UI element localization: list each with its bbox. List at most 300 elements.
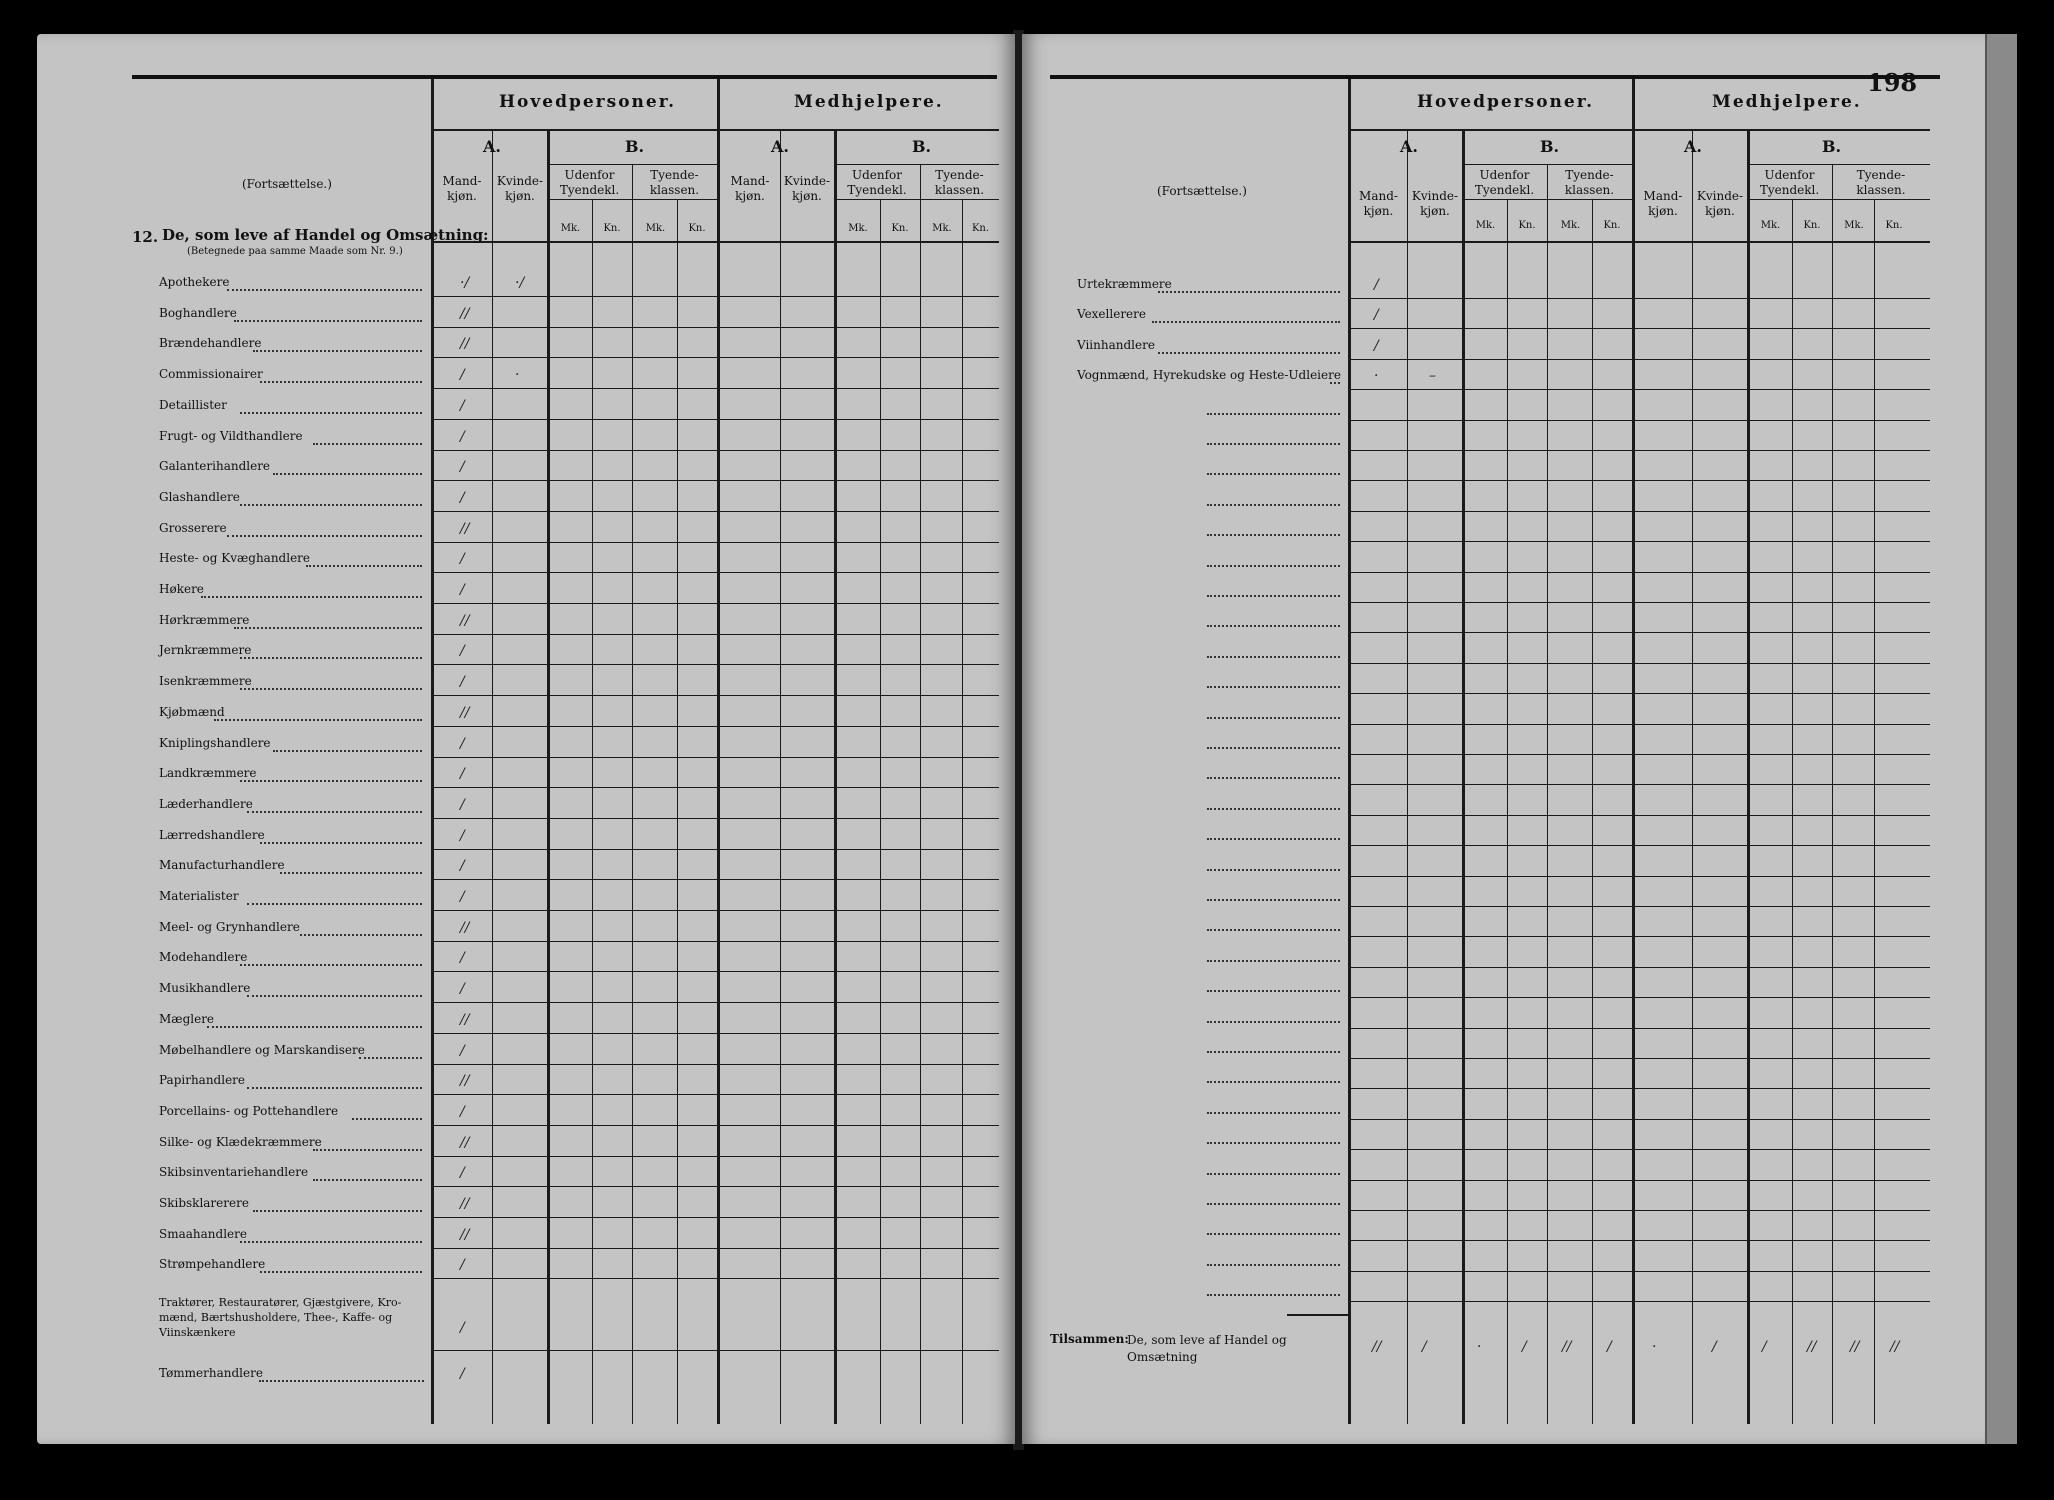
section-title: De, som leve af Handel og Omsætning: (162, 226, 489, 244)
header-rule (431, 241, 999, 243)
tally-mark: / (460, 950, 465, 967)
column-header-kn: Kn. (971, 223, 990, 234)
row-rule (431, 757, 999, 758)
row-label: Skibsklarerere (159, 1196, 249, 1210)
tally-mark: / (460, 827, 465, 844)
column-divider (632, 164, 633, 1424)
tally-mark: // (460, 1134, 470, 1151)
dot-leader (247, 995, 422, 997)
top-rule (132, 75, 997, 79)
tally-mark: // (1372, 1339, 1382, 1355)
tally-mark: / (460, 766, 465, 783)
column-header-kvindekjon: Kvinde- kjøn. (496, 174, 544, 203)
header-rule (1462, 164, 1632, 165)
row-rule (431, 357, 999, 358)
tally-mark: · (1374, 368, 1379, 385)
dot-leader (306, 565, 422, 567)
tally-mark: / (460, 1165, 465, 1182)
row-label: Smaahandlere (159, 1226, 247, 1241)
column-header-kvindekjon: Kvinde- kjøn. (1696, 189, 1744, 218)
subheader-a: A. (483, 137, 501, 156)
column-divider (547, 129, 550, 1424)
row-label: Jernkræmmere (159, 643, 252, 658)
column-header-mk: Mk. (1475, 220, 1496, 231)
total-rule (1287, 1314, 1349, 1316)
header-rule (547, 199, 717, 200)
row-rule (1348, 906, 1930, 907)
column-header-mk: Mk. (932, 223, 952, 234)
dot-leader (1207, 656, 1340, 658)
row-label: Urtekræmmere (1077, 277, 1172, 291)
row-rule (431, 1125, 999, 1126)
dot-leader (1207, 899, 1340, 901)
row-label: Høkere (159, 582, 204, 596)
column-header-kn: Kn. (1803, 220, 1821, 231)
row-rule (1348, 1240, 1930, 1241)
header-rule (1747, 164, 1930, 165)
dot-leader (201, 596, 422, 598)
row-label: Læderhandlere (159, 796, 253, 811)
row-rule (1348, 298, 1930, 299)
tally-mark: / (460, 1366, 465, 1383)
row-rule (1348, 420, 1930, 421)
subheader-b: B. (1822, 137, 1842, 156)
row-label: Meel- og Grynhandlere (159, 919, 300, 934)
dot-leader (240, 1241, 422, 1243)
tally-mark: / (460, 459, 465, 476)
column-header-mk: Mk. (1760, 220, 1781, 231)
dot-leader (1207, 686, 1340, 688)
row-label: Porcellains- og Pottehandlere (159, 1103, 339, 1118)
group-header-hovedpersoner: Hovedpersoner. (499, 92, 677, 112)
column-divider (431, 79, 434, 1424)
row-rule (1348, 1088, 1930, 1089)
row-label: Manufacturhandlere (159, 858, 285, 873)
dot-leader (234, 627, 422, 629)
column-header-tyendeklassen: Tyende- klassen. (934, 168, 985, 197)
dot-leader (247, 1087, 422, 1089)
row-rule (431, 818, 999, 819)
column-divider (920, 164, 921, 1424)
row-rule (431, 1350, 999, 1351)
tally-mark: // (460, 1226, 470, 1243)
column-header-kvindekjon: Kvinde- kjøn. (1411, 189, 1459, 218)
row-label: Brændehandlere (159, 336, 262, 351)
row-rule (431, 327, 999, 328)
row-rule (431, 1217, 999, 1218)
row-label: Commissionairer (159, 367, 263, 382)
column-header-tyendeklassen: Tyende- klassen. (1856, 168, 1906, 197)
row-label: Mæglere (159, 1011, 215, 1026)
header-rule (834, 164, 999, 165)
row-rule (431, 1156, 999, 1157)
dot-leader (1207, 1051, 1340, 1053)
dot-leader (1207, 1233, 1340, 1235)
section-note: (Betegnede paa samme Maade som Nr. 9.) (187, 246, 403, 257)
row-rule (431, 634, 999, 635)
row-label: Heste- og Kvæghandlere (159, 551, 311, 566)
tally-mark: / (1374, 307, 1379, 324)
dot-leader (1207, 504, 1340, 506)
row-rule (431, 1064, 999, 1065)
tally-mark: / (1607, 1339, 1612, 1355)
dot-leader (313, 1179, 422, 1181)
page-edge (1985, 34, 2017, 1444)
row-label: Galanterihandlere (159, 459, 271, 474)
row-rule (1348, 1119, 1930, 1120)
dot-leader (240, 688, 422, 690)
row-rule (1348, 480, 1930, 481)
page-number: 198 (1867, 68, 1918, 97)
column-header-udenfor-tyendeklassen: Udenfor Tyendekl. (1759, 168, 1820, 197)
subheader-b: B. (625, 137, 645, 156)
column-header-mandkjon: Mand- kjøn. (1359, 189, 1398, 218)
column-header-tyendeklassen: Tyende- klassen. (1564, 168, 1615, 197)
tally-mark: // (460, 612, 470, 629)
row-label: Lærredshandlere (159, 827, 265, 842)
group-header-medhjelpere: Medhjelpere. (794, 92, 944, 112)
row-rule (431, 941, 999, 942)
row-label: Apothekere (159, 275, 230, 289)
column-header-mk: Mk. (560, 223, 581, 234)
column-divider (1632, 79, 1635, 1424)
row-rule (1348, 693, 1930, 694)
dot-leader (1207, 869, 1340, 871)
dot-leader (1207, 808, 1340, 810)
subheader-a: A. (1684, 137, 1702, 156)
dot-leader (359, 1057, 422, 1059)
tally-mark: // (1807, 1339, 1817, 1355)
dot-leader (1207, 1081, 1340, 1083)
row-label: Møbelhandlere og Marskandisere (159, 1042, 365, 1057)
header-rule (1462, 199, 1632, 200)
row-label: Traktører, Restauratører, Gjæstgivere, Kro- mænd, Bærtshusholdere, Thee-, Kaffe- og Viinskænkere (159, 1296, 402, 1340)
row-rule (431, 1278, 999, 1279)
row-rule (1348, 389, 1930, 390)
dot-leader (1207, 1173, 1340, 1175)
subheader-a: A. (771, 137, 789, 156)
tally-mark: / (1522, 1339, 1527, 1355)
tally-mark: / (1374, 337, 1379, 354)
dot-leader (1207, 1112, 1340, 1114)
dot-leader (1207, 1021, 1340, 1023)
dot-leader (1207, 929, 1340, 931)
row-rule (431, 296, 999, 297)
row-rule (1348, 754, 1930, 755)
row-rule (1348, 967, 1930, 968)
dot-leader (1207, 747, 1340, 749)
continued-note: (Fortsættelse.) (242, 177, 332, 191)
row-label: Skibsinventariehandlere (159, 1165, 309, 1180)
tally-mark: / (460, 735, 465, 752)
row-rule (1348, 602, 1930, 603)
row-label: Hørkræmmere (159, 612, 250, 627)
dot-leader (1207, 717, 1340, 719)
row-rule (1348, 1028, 1930, 1029)
row-rule (431, 849, 999, 850)
row-label: Kjøbmænd (159, 704, 225, 719)
dot-leader (313, 443, 422, 445)
dot-leader (1207, 990, 1340, 992)
column-header-mk: Mk. (1560, 220, 1581, 231)
column-header-kn: Kn. (891, 223, 909, 234)
column-divider (1348, 79, 1351, 1424)
tally-mark: // (1562, 1339, 1572, 1355)
row-rule (1348, 876, 1930, 877)
tally-mark: / (460, 981, 465, 998)
row-rule (1348, 572, 1930, 573)
tally-mark: // (460, 305, 470, 322)
column-divider (677, 199, 678, 1424)
row-rule (1348, 1271, 1930, 1272)
dot-leader (1207, 565, 1340, 567)
tally-mark: // (460, 336, 470, 353)
row-label: Landkræmmere (159, 766, 257, 781)
row-rule (1348, 511, 1930, 512)
dot-leader (240, 964, 422, 966)
dot-leader (1207, 443, 1340, 445)
dot-leader (247, 811, 422, 813)
dot-leader (273, 750, 422, 752)
subheader-a: A. (1400, 137, 1418, 156)
column-header-udenfor-tyendeklassen: Udenfor Tyendekl. (847, 168, 907, 197)
header-rule (834, 199, 999, 200)
dot-leader (240, 504, 422, 506)
row-rule (1348, 936, 1930, 937)
row-rule (431, 664, 999, 665)
total-label: Tilsammen: (1050, 1332, 1129, 1346)
row-rule (431, 1248, 999, 1249)
dot-leader (1207, 473, 1340, 475)
column-header-udenfor-tyendeklassen: Udenfor Tyendekl. (1474, 168, 1535, 197)
row-rule (431, 971, 999, 972)
tally-mark: // (460, 520, 470, 537)
row-rule (431, 419, 999, 420)
column-header-udenfor-tyendeklassen: Udenfor Tyendekl. (559, 168, 620, 197)
column-header-mk: Mk. (645, 223, 666, 234)
row-label: Tømmerhandlere (159, 1366, 263, 1381)
tally-mark: / (1712, 1339, 1717, 1355)
dot-leader (1207, 1203, 1340, 1205)
tally-mark: · (1652, 1339, 1657, 1355)
group-header-medhjelpere: Medhjelpere. (1712, 92, 1862, 112)
column-header-kn: Kn. (1603, 220, 1621, 231)
dot-leader (1330, 382, 1340, 384)
dot-leader (227, 289, 422, 291)
row-label: Frugt- og Vildthandlere (159, 428, 303, 443)
dot-leader (1207, 1294, 1340, 1296)
row-label: Vognmænd, Hyrekudske og Heste-Udleiere (1077, 368, 1341, 383)
row-rule (1348, 1149, 1930, 1150)
subheader-b: B. (912, 137, 932, 156)
row-rule (431, 1186, 999, 1187)
total-text: De, som leve af Handel og Omsætning (1127, 1333, 1287, 1364)
column-header-tyendeklassen: Tyende- klassen. (649, 168, 700, 197)
row-rule (1348, 1180, 1930, 1181)
column-divider (1832, 164, 1833, 1424)
row-rule (1348, 997, 1930, 998)
column-divider (592, 199, 593, 1424)
dot-leader (247, 903, 422, 905)
row-label: Materialister (159, 889, 239, 903)
right-page (1022, 34, 2000, 1444)
row-label: Silke- og Klædekræmmere (159, 1134, 322, 1149)
tally-mark: – (1429, 368, 1436, 385)
dot-leader (1207, 1142, 1340, 1144)
tally-mark: / (460, 367, 465, 384)
top-rule (1050, 75, 1940, 79)
row-rule (1348, 1058, 1930, 1059)
column-header-mk: Mk. (848, 223, 868, 234)
tally-mark: ·/ (515, 275, 525, 291)
tally-mark: · (1477, 1339, 1482, 1355)
column-divider (780, 129, 781, 1424)
row-rule (1348, 632, 1930, 633)
column-divider (492, 129, 493, 1424)
section-number: 12. (132, 228, 159, 246)
dot-leader (1158, 291, 1340, 293)
tally-mark: / (460, 1320, 465, 1337)
dot-leader (214, 719, 422, 721)
dot-leader (253, 1210, 422, 1212)
column-header-mandkjon: Mand- kjøn. (730, 174, 770, 203)
column-header-kn: Kn. (603, 223, 621, 234)
row-rule (1348, 724, 1930, 725)
row-rule (431, 388, 999, 389)
row-label: Strømpehandlere (159, 1257, 266, 1272)
row-rule (1348, 845, 1930, 846)
dot-leader (1207, 413, 1340, 415)
dot-leader (1207, 1264, 1340, 1266)
row-rule (1348, 541, 1930, 542)
row-label: Viinhandlere (1077, 337, 1155, 352)
row-rule (1348, 784, 1930, 785)
tally-mark: // (1890, 1339, 1900, 1355)
column-header-mk: Mk. (1844, 220, 1864, 231)
dot-leader (1207, 595, 1340, 597)
continued-note: (Fortsættelse.) (1157, 184, 1247, 198)
column-divider (717, 79, 720, 1424)
tally-mark: / (460, 489, 465, 506)
row-rule (1348, 450, 1930, 451)
subheader-b: B. (1540, 137, 1560, 156)
tally-mark: / (460, 889, 465, 905)
column-divider (880, 199, 881, 1424)
row-rule (1348, 328, 1930, 329)
dot-leader (260, 1271, 422, 1273)
tally-mark: / (1422, 1339, 1427, 1355)
row-rule (431, 511, 999, 512)
tally-mark: / (460, 397, 465, 414)
column-divider (834, 129, 837, 1424)
dot-leader (240, 657, 422, 659)
dot-leader (253, 350, 422, 352)
row-label: Kniplingshandlere (159, 735, 271, 750)
dot-leader (1158, 352, 1340, 354)
row-rule (1348, 1210, 1930, 1211)
row-rule (431, 695, 999, 696)
tally-mark: / (460, 1257, 465, 1274)
row-rule (431, 1033, 999, 1034)
tally-mark: / (460, 643, 465, 660)
dot-leader (227, 535, 422, 537)
row-rule (431, 910, 999, 911)
dot-leader (1207, 534, 1340, 536)
row-rule (431, 1002, 999, 1003)
column-divider (1692, 129, 1693, 1424)
row-rule (431, 542, 999, 543)
dot-leader (352, 1118, 422, 1120)
row-rule (1348, 1301, 1930, 1302)
tally-mark: / (1374, 277, 1379, 293)
tally-mark: / (460, 858, 465, 875)
row-label: Boghandlere (159, 305, 237, 320)
dot-leader (1207, 777, 1340, 779)
dot-leader (240, 780, 422, 782)
tally-mark: / (460, 551, 465, 568)
dot-leader (1207, 625, 1340, 627)
left-page (37, 34, 1015, 1444)
column-divider (1547, 164, 1548, 1424)
tally-mark: ·/ (460, 275, 470, 291)
tally-mark: · (515, 367, 520, 384)
row-rule (431, 1094, 999, 1095)
dot-leader (313, 1149, 422, 1151)
column-header-kn: Kn. (1518, 220, 1536, 231)
tally-mark: / (460, 582, 465, 598)
row-label: Musikhandlere (159, 981, 251, 996)
column-divider (1462, 129, 1465, 1424)
row-rule (431, 603, 999, 604)
row-rule (431, 480, 999, 481)
column-header-kn: Kn. (688, 223, 706, 234)
group-header-hovedpersoner: Hovedpersoner. (1417, 92, 1595, 112)
row-label: Modehandlere (159, 950, 248, 965)
tally-mark: // (1850, 1339, 1860, 1355)
row-label: Grosserere (159, 520, 227, 535)
tally-mark: // (460, 1196, 470, 1212)
dot-leader (260, 381, 422, 383)
row-rule (431, 572, 999, 573)
tally-mark: / (460, 796, 465, 813)
tally-mark: / (1762, 1339, 1767, 1355)
tally-mark: / (460, 674, 465, 691)
tally-mark: // (460, 919, 470, 936)
column-header-kn: Kn. (1885, 220, 1903, 231)
dot-leader (1152, 321, 1340, 323)
tally-mark: // (460, 704, 470, 721)
dot-leader (207, 1026, 422, 1028)
row-label: Detaillister (159, 397, 227, 412)
tally-mark: // (460, 1073, 470, 1090)
column-header-mandkjon: Mand- kjøn. (442, 174, 482, 203)
row-label: Isenkræmmere (159, 674, 252, 689)
header-rule (1348, 129, 1930, 131)
column-divider (962, 199, 963, 1424)
header-rule (1348, 241, 1930, 243)
row-rule (431, 879, 999, 880)
dot-leader (259, 1380, 424, 1382)
row-rule (431, 787, 999, 788)
dot-leader (1207, 838, 1340, 840)
row-label: Papirhandlere (159, 1073, 246, 1088)
row-rule (1348, 359, 1930, 360)
dot-leader (240, 412, 422, 414)
tally-mark: / (460, 1103, 465, 1120)
column-header-kvindekjon: Kvinde- kjøn. (783, 174, 831, 203)
dot-leader (273, 473, 422, 475)
row-label: Glashandlere (159, 489, 240, 504)
